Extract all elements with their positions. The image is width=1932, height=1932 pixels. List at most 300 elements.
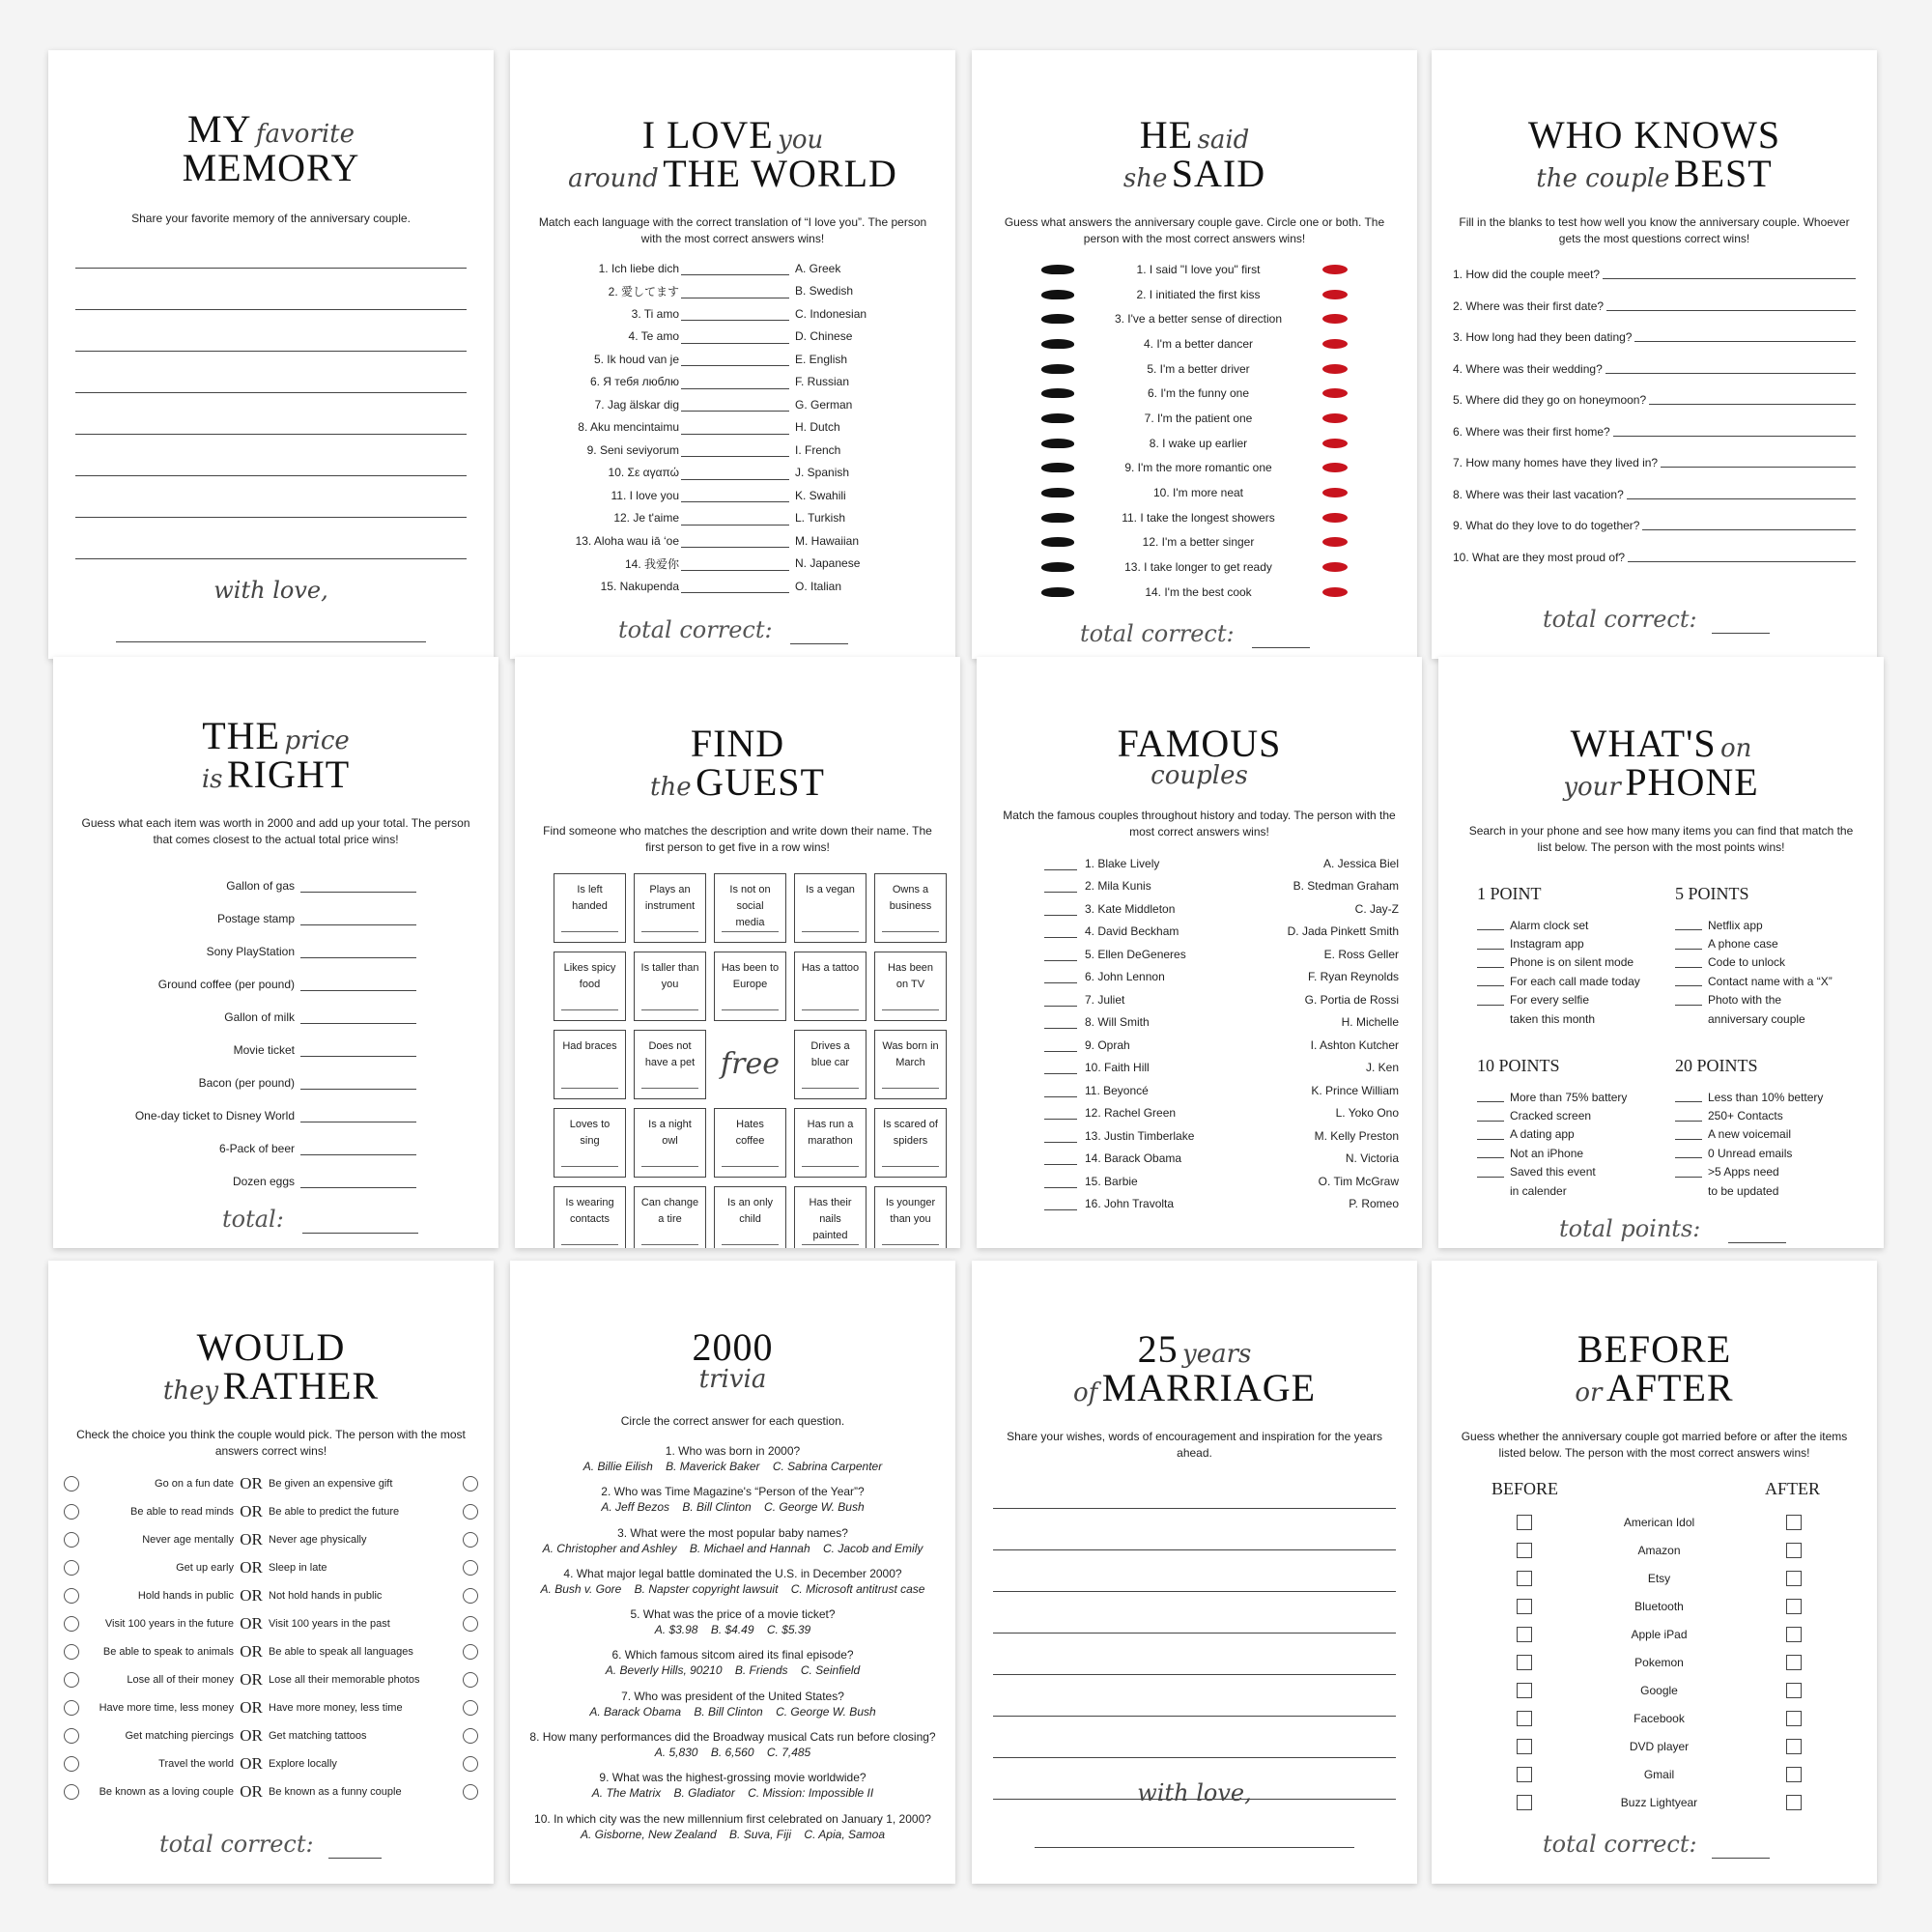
mustache-icon[interactable]: [1041, 339, 1074, 349]
item-text: Netflix app: [1708, 918, 1763, 932]
bingo-cell[interactable]: [794, 952, 867, 1021]
language-phrase: 4. Te amo: [628, 329, 679, 344]
bingo-cell[interactable]: [794, 1186, 867, 1248]
mustache-icon[interactable]: [1041, 439, 1074, 448]
match-row: [539, 280, 955, 303]
item-text: in calender: [1510, 1183, 1567, 1198]
question-row: [1453, 291, 1856, 323]
bingo-cell[interactable]: [874, 1108, 947, 1178]
mustache-icon[interactable]: [1041, 265, 1074, 274]
answer-blank[interactable]: [681, 397, 789, 412]
instructions: Find someone who matches the description and write down their name. The first person to get five in a row wins!: [543, 824, 932, 854]
celebrity: 3. Kate Middleton: [1085, 901, 1176, 916]
answer-options[interactable]: A. Christopher and Ashley B. Michael and Hannah C. Jacob and Emily: [542, 1541, 923, 1555]
lips-icon[interactable]: [1322, 513, 1348, 523]
answer-blank[interactable]: [1044, 1061, 1077, 1074]
title-word: SAID: [1171, 152, 1266, 195]
tally-blank[interactable]: [1477, 1167, 1504, 1178]
name-line[interactable]: [882, 1088, 939, 1089]
price-blank[interactable]: [300, 1174, 416, 1188]
name-line[interactable]: [722, 1009, 779, 1010]
instructions: Circle the correct answer for each question.: [620, 1414, 845, 1428]
question: 8. Where was their last vacation?: [1453, 487, 1624, 501]
tally-blank[interactable]: [1477, 1111, 1504, 1122]
statement-row: [972, 306, 1417, 331]
tally-blank[interactable]: [1675, 1014, 1702, 1024]
item-name: Gallon of milk: [224, 1010, 295, 1024]
heart-checkbox-icon[interactable]: [64, 1672, 79, 1688]
title-word: RIGHT: [226, 753, 351, 796]
lips-icon[interactable]: [1322, 463, 1348, 472]
heart-checkbox-icon[interactable]: [64, 1560, 79, 1576]
bingo-cell[interactable]: [714, 873, 786, 943]
before-checkbox[interactable]: [1517, 1739, 1532, 1754]
bingo-cell[interactable]: [634, 1186, 706, 1248]
match-row: [539, 257, 955, 280]
answer-options[interactable]: A. Billie Eilish B. Maverick Baker C. Sabrina Carpenter: [582, 1460, 883, 1473]
points-item: [1477, 1181, 1670, 1200]
answer-blank[interactable]: [681, 511, 789, 526]
heart-checkbox-icon[interactable]: [463, 1504, 478, 1520]
after-checkbox[interactable]: [1786, 1515, 1802, 1530]
answer-blank[interactable]: [681, 261, 789, 275]
or-label: OR: [240, 1697, 263, 1717]
before-checkbox[interactable]: [1517, 1655, 1532, 1670]
cell-text: Is a vegan: [806, 884, 855, 895]
answer-options[interactable]: A. $3.98 B. $4.49 C. $5.39: [654, 1623, 811, 1637]
heart-checkbox-icon[interactable]: [463, 1616, 478, 1632]
heart-checkbox-icon[interactable]: [463, 1588, 478, 1604]
name-line[interactable]: [802, 931, 859, 932]
heart-checkbox-icon[interactable]: [64, 1504, 79, 1520]
name-line[interactable]: [882, 1009, 939, 1010]
bingo-cell[interactable]: [634, 1030, 706, 1099]
item-name: Dozen eggs: [232, 1175, 295, 1188]
answer-blank[interactable]: [1044, 1038, 1077, 1052]
heart-checkbox-icon[interactable]: [463, 1672, 478, 1688]
after-checkbox[interactable]: [1786, 1543, 1802, 1558]
partner-option: A. Jessica Biel: [1322, 856, 1399, 870]
answer-blank[interactable]: [681, 306, 789, 321]
answer-blank[interactable]: [1606, 291, 1856, 311]
tally-blank[interactable]: [1675, 920, 1702, 930]
option-left: Get up early: [176, 1561, 234, 1574]
heart-checkbox-icon[interactable]: [463, 1784, 478, 1800]
name-line[interactable]: [561, 1166, 618, 1167]
partner-option: I. Ashton Kutcher: [1310, 1037, 1399, 1052]
after-checkbox[interactable]: [1786, 1795, 1802, 1810]
lips-icon[interactable]: [1322, 364, 1348, 374]
answer-blank[interactable]: [681, 442, 789, 457]
bingo-cell[interactable]: [634, 873, 706, 943]
title-word: WOULD: [196, 1325, 346, 1369]
trivia-question: [510, 1443, 955, 1484]
answer-blank[interactable]: [1661, 447, 1856, 468]
bingo-cell[interactable]: [554, 1108, 626, 1178]
total-blank[interactable]: [1712, 1858, 1770, 1859]
answer-blank[interactable]: [1044, 902, 1077, 916]
name-line[interactable]: [802, 1088, 859, 1089]
name-line[interactable]: [561, 1009, 618, 1010]
bingo-cell[interactable]: [874, 952, 947, 1021]
title-script: they: [162, 1377, 219, 1406]
item-name: Sony PlayStation: [206, 945, 295, 958]
celebrity: 11. Beyoncé: [1085, 1083, 1149, 1097]
tally-blank[interactable]: [1675, 1129, 1702, 1140]
option-left: Lose all of their money: [127, 1673, 234, 1686]
before-checkbox[interactable]: [1517, 1515, 1532, 1530]
mustache-icon[interactable]: [1041, 513, 1074, 523]
choice-row: [64, 1693, 478, 1721]
answer-blank[interactable]: [681, 329, 789, 344]
answer-blank[interactable]: [1044, 1197, 1077, 1210]
lips-icon[interactable]: [1322, 339, 1348, 349]
answer-blank[interactable]: [681, 375, 789, 389]
heart-checkbox-icon[interactable]: [463, 1756, 478, 1772]
question-row: [1453, 542, 1856, 574]
heart-checkbox-icon[interactable]: [463, 1700, 478, 1716]
total-blank[interactable]: [1252, 647, 1310, 648]
choice-list: [64, 1469, 478, 1805]
answer-blank[interactable]: [1044, 1129, 1077, 1143]
mustache-icon[interactable]: [1041, 314, 1074, 324]
tally-blank[interactable]: [1477, 1186, 1504, 1196]
bingo-cell[interactable]: [714, 1186, 786, 1248]
answer-options[interactable]: A. Bush v. Gore B. Napster copyright lawsuit C. Microsoft antitrust case: [540, 1581, 925, 1596]
question: 3. How long had they been dating?: [1453, 330, 1633, 344]
answer-blank[interactable]: [1649, 384, 1856, 405]
answer-blank[interactable]: [1044, 1015, 1077, 1029]
name-line[interactable]: [802, 1166, 859, 1167]
heart-checkbox-icon[interactable]: [463, 1476, 478, 1492]
answer-blank[interactable]: [1613, 416, 1856, 437]
answer-blank[interactable]: [1044, 970, 1077, 983]
after-checkbox[interactable]: [1786, 1599, 1802, 1614]
heart-checkbox-icon[interactable]: [463, 1644, 478, 1660]
tally-blank[interactable]: [1675, 1092, 1702, 1102]
price-blank[interactable]: [300, 1042, 416, 1057]
answer-blank[interactable]: [1044, 1151, 1077, 1165]
mustache-icon[interactable]: [1041, 290, 1074, 299]
language-option: N. Japanese: [795, 556, 861, 571]
partner-option: P. Romeo: [1349, 1197, 1399, 1211]
before-checkbox[interactable]: [1517, 1599, 1532, 1614]
item-name: Bacon (per pound): [198, 1076, 295, 1090]
heart-checkbox-icon[interactable]: [64, 1756, 79, 1772]
mustache-icon[interactable]: [1041, 537, 1074, 547]
bingo-cell[interactable]: [794, 1030, 867, 1099]
signature-line[interactable]: [116, 641, 426, 642]
lips-icon[interactable]: [1322, 562, 1348, 572]
heart-checkbox-icon[interactable]: [64, 1476, 79, 1492]
name-line[interactable]: [722, 1244, 779, 1245]
tally-blank[interactable]: [1477, 995, 1504, 1006]
name-line[interactable]: [722, 931, 779, 932]
answer-blank[interactable]: [1044, 857, 1077, 870]
tally-blank[interactable]: [1477, 920, 1504, 930]
heart-checkbox-icon[interactable]: [463, 1532, 478, 1548]
title-script: couples: [1151, 761, 1248, 790]
after-checkbox[interactable]: [1786, 1767, 1802, 1782]
item-row: [1432, 1564, 1877, 1592]
celebrity: 7. Juliet: [1085, 992, 1125, 1007]
answer-options[interactable]: A. 5,830 B. 6,560 C. 7,485: [654, 1746, 811, 1760]
price-blank[interactable]: [300, 977, 416, 991]
price-row: [53, 893, 498, 925]
name-line[interactable]: [561, 1244, 618, 1245]
name-line[interactable]: [882, 931, 939, 932]
before-checkbox[interactable]: [1517, 1571, 1532, 1586]
price-blank[interactable]: [300, 1108, 416, 1122]
answer-blank[interactable]: [1628, 542, 1856, 562]
mustache-icon[interactable]: [1041, 488, 1074, 497]
bingo-cell[interactable]: [874, 1186, 947, 1248]
name-line[interactable]: [722, 1166, 779, 1167]
before-checkbox[interactable]: [1517, 1795, 1532, 1810]
item-name: Facebook: [1634, 1711, 1685, 1725]
tally-blank[interactable]: [1675, 1148, 1702, 1158]
answer-blank[interactable]: [1634, 322, 1856, 342]
writing-lines[interactable]: [993, 1467, 1396, 1800]
before-checkbox[interactable]: [1517, 1543, 1532, 1558]
answer-blank[interactable]: [1627, 479, 1856, 499]
answer-blank[interactable]: [1044, 1084, 1077, 1097]
lips-icon[interactable]: [1322, 537, 1348, 547]
mustache-icon[interactable]: [1041, 364, 1074, 374]
name-line[interactable]: [641, 1166, 698, 1167]
signature-line[interactable]: [1035, 1847, 1354, 1848]
lips-icon[interactable]: [1322, 314, 1348, 324]
statement-row: [972, 331, 1417, 356]
statement-row: [972, 480, 1417, 505]
heart-checkbox-icon[interactable]: [64, 1700, 79, 1716]
instructions: Share your wishes, words of encouragement and inspiration for the years ahead.: [1007, 1430, 1382, 1460]
option-left: Be able to read minds: [129, 1505, 234, 1518]
choice-row: [64, 1637, 478, 1665]
answer-blank[interactable]: [681, 556, 789, 571]
before-checkbox[interactable]: [1517, 1711, 1532, 1726]
title-word: AFTER: [1605, 1366, 1734, 1409]
before-checkbox[interactable]: [1517, 1767, 1532, 1782]
lips-icon[interactable]: [1322, 413, 1348, 423]
tally-blank[interactable]: [1675, 995, 1702, 1006]
tally-blank[interactable]: [1675, 976, 1702, 986]
price-blank[interactable]: [300, 1141, 416, 1155]
points-item: [1477, 1088, 1670, 1106]
name-line[interactable]: [641, 931, 698, 932]
answer-blank[interactable]: [1044, 993, 1077, 1007]
item-row: [1432, 1704, 1877, 1732]
item-row: [1432, 1592, 1877, 1620]
answer-blank[interactable]: [681, 579, 789, 593]
lips-icon[interactable]: [1322, 587, 1348, 597]
answer-blank[interactable]: [1044, 948, 1077, 961]
answer-blank[interactable]: [681, 533, 789, 548]
bingo-cell[interactable]: [554, 1030, 626, 1099]
item-name: Movie ticket: [233, 1043, 295, 1057]
celebrity: 16. John Travolta: [1085, 1197, 1175, 1211]
after-checkbox[interactable]: [1786, 1571, 1802, 1586]
name-line[interactable]: [641, 1088, 698, 1089]
tally-blank[interactable]: [1675, 1111, 1702, 1122]
mustache-icon[interactable]: [1041, 562, 1074, 572]
title-script: said: [1197, 126, 1250, 155]
partner-option: D. Jada Pinkett Smith: [1287, 924, 1399, 939]
mustache-icon[interactable]: [1041, 413, 1074, 423]
price-blank[interactable]: [300, 1075, 416, 1090]
after-checkbox[interactable]: [1786, 1627, 1802, 1642]
match-row: [539, 393, 955, 416]
tally-blank[interactable]: [1675, 1167, 1702, 1178]
heart-checkbox-icon[interactable]: [463, 1728, 478, 1744]
choice-row: [64, 1749, 478, 1777]
heart-checkbox-icon[interactable]: [64, 1532, 79, 1548]
cell-text: Has run a marathon: [807, 1119, 854, 1147]
name-line[interactable]: [641, 1244, 698, 1245]
lips-icon[interactable]: [1322, 488, 1348, 497]
tally-blank[interactable]: [1675, 1186, 1702, 1196]
tally-blank[interactable]: [1675, 957, 1702, 968]
answer-blank[interactable]: [1044, 1106, 1077, 1120]
bingo-cell[interactable]: [874, 1030, 947, 1099]
lips-icon[interactable]: [1322, 265, 1348, 274]
item-text: A dating app: [1510, 1127, 1575, 1142]
heart-checkbox-icon[interactable]: [64, 1728, 79, 1744]
bingo-cell[interactable]: [634, 952, 706, 1021]
after-checkbox[interactable]: [1786, 1739, 1802, 1754]
heart-checkbox-icon[interactable]: [64, 1616, 79, 1632]
lips-icon[interactable]: [1322, 290, 1348, 299]
bingo-grid: [554, 873, 960, 1248]
bingo-cell[interactable]: [554, 873, 626, 943]
name-line[interactable]: [882, 1244, 939, 1245]
answer-blank[interactable]: [1044, 924, 1077, 938]
tally-blank[interactable]: [1477, 976, 1504, 986]
writing-lines[interactable]: [75, 227, 467, 559]
bingo-cell[interactable]: [634, 1108, 706, 1178]
tally-blank[interactable]: [1675, 939, 1702, 950]
statement: 5. I'm a better driver: [1147, 361, 1250, 376]
answer-blank[interactable]: [1603, 259, 1856, 279]
choice-row: [64, 1553, 478, 1581]
instructions: Match each language with the correct translation of “I love you”. The person with the most correct answers wins!: [538, 215, 927, 245]
tally-blank[interactable]: [1477, 1129, 1504, 1140]
answer-blank[interactable]: [681, 420, 789, 435]
total-blank[interactable]: [328, 1858, 382, 1859]
price-row: [53, 1155, 498, 1188]
item-list: [1432, 1508, 1877, 1816]
name-line[interactable]: [561, 931, 618, 932]
tally-blank[interactable]: [1477, 939, 1504, 950]
cell-text: Is taller than you: [640, 962, 699, 990]
trivia-question: [510, 1484, 955, 1524]
heart-checkbox-icon[interactable]: [64, 1588, 79, 1604]
name-line[interactable]: [882, 1166, 939, 1167]
celebrity: 5. Ellen DeGeneres: [1085, 947, 1186, 961]
answer-options[interactable]: A. Jeff Bezos B. Bill Clinton C. George W. Bush: [601, 1500, 865, 1515]
answer-options[interactable]: A. The Matrix B. Gladiator C. Mission: Impossible II: [591, 1786, 874, 1801]
trivia-question: [510, 1811, 955, 1852]
before-checkbox[interactable]: [1517, 1683, 1532, 1698]
tally-blank[interactable]: [1477, 1014, 1504, 1024]
lips-icon[interactable]: [1322, 388, 1348, 398]
price-blank[interactable]: [300, 1009, 416, 1024]
total-blank[interactable]: [790, 643, 848, 644]
price-blank[interactable]: [300, 944, 416, 958]
option-left: Be able to speak to animals: [102, 1645, 234, 1658]
bingo-cell[interactable]: [794, 1108, 867, 1178]
card-title: [53, 714, 498, 796]
cell-text: Had braces: [562, 1040, 617, 1052]
item-text: >5 Apps need: [1708, 1165, 1779, 1179]
name-line[interactable]: [561, 1088, 618, 1089]
tally-blank[interactable]: [1477, 1092, 1504, 1102]
bingo-cell[interactable]: [794, 873, 867, 943]
before-checkbox[interactable]: [1517, 1627, 1532, 1642]
heart-checkbox-icon[interactable]: [64, 1644, 79, 1660]
after-checkbox[interactable]: [1786, 1683, 1802, 1698]
match-row: [1044, 1170, 1399, 1193]
trivia-question: [510, 1770, 955, 1810]
answer-blank[interactable]: [1605, 354, 1856, 374]
answer-options[interactable]: A. Barack Obama B. Bill Clinton C. George W. Bush: [589, 1704, 876, 1719]
trivia-question: [510, 1647, 955, 1688]
option-right: Never age physically: [269, 1533, 367, 1546]
price-blank[interactable]: [300, 878, 416, 893]
total-blank[interactable]: [1728, 1242, 1786, 1243]
answer-options[interactable]: A. Beverly Hills, 90210 B. Friends C. Seinfield: [605, 1663, 861, 1678]
card-whats-on-your-phone: [1438, 657, 1884, 1248]
answer-blank[interactable]: [681, 352, 789, 366]
tally-blank[interactable]: [1477, 1148, 1504, 1158]
tally-blank[interactable]: [1477, 957, 1504, 968]
bingo-cell[interactable]: [714, 1108, 786, 1178]
name-line[interactable]: [641, 1009, 698, 1010]
bingo-cell[interactable]: [554, 1186, 626, 1248]
mustache-icon[interactable]: [1041, 388, 1074, 398]
question-text: 7. Who was president of the United States?: [621, 1689, 844, 1703]
after-checkbox[interactable]: [1786, 1711, 1802, 1726]
lips-icon[interactable]: [1322, 439, 1348, 448]
price-blank[interactable]: [300, 911, 416, 925]
bingo-cell[interactable]: [554, 952, 626, 1021]
heart-checkbox-icon[interactable]: [64, 1784, 79, 1800]
name-line[interactable]: [802, 1009, 859, 1010]
answer-blank[interactable]: [1044, 1175, 1077, 1188]
answer-blank[interactable]: [681, 284, 789, 298]
total-blank[interactable]: [1712, 633, 1770, 634]
bingo-cell[interactable]: [874, 873, 947, 943]
answer-blank[interactable]: [681, 466, 789, 480]
total-blank[interactable]: [302, 1233, 418, 1234]
bingo-cell[interactable]: [714, 952, 786, 1021]
points-item: [1477, 916, 1670, 934]
answer-options[interactable]: A. Gisborne, New Zealand B. Suva, Fiji C. Apia, Samoa: [580, 1827, 886, 1841]
cell-text: Was born in March: [882, 1040, 939, 1068]
points-heading: 20 POINTS: [1675, 1056, 1758, 1075]
answer-blank[interactable]: [681, 488, 789, 502]
mustache-icon[interactable]: [1041, 463, 1074, 472]
card-title: [1432, 1327, 1877, 1409]
answer-blank[interactable]: [1044, 879, 1077, 893]
name-line[interactable]: [802, 1244, 859, 1245]
after-checkbox[interactable]: [1786, 1655, 1802, 1670]
points-item: [1477, 1163, 1670, 1181]
mustache-icon[interactable]: [1041, 587, 1074, 597]
answer-blank[interactable]: [1642, 510, 1856, 530]
item-name: One-day ticket to Disney World: [134, 1109, 295, 1122]
heart-checkbox-icon[interactable]: [463, 1560, 478, 1576]
